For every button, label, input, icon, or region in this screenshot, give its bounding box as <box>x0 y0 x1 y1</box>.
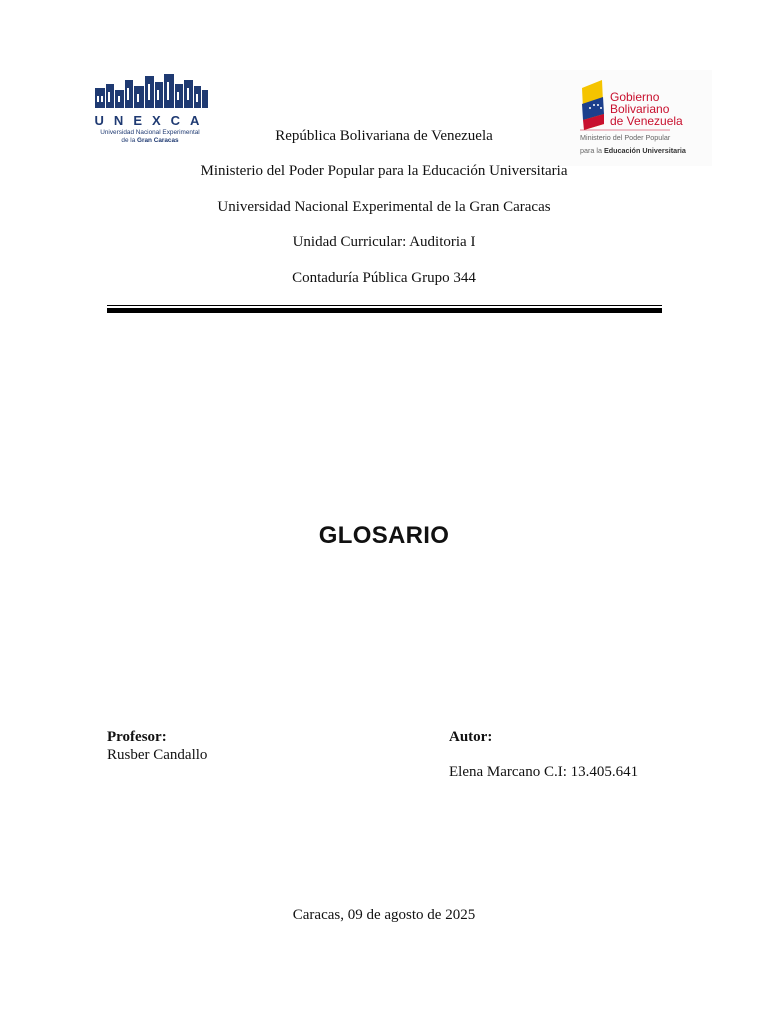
gobierno-line5-prefix: para la <box>580 146 604 155</box>
gobierno-line5-bold: Educación Universitaria <box>603 146 686 155</box>
document-title: GLOSARIO <box>318 522 450 549</box>
header-unidad-curricular: Unidad Curricular: Auditoria I <box>292 234 476 250</box>
header-rule-thin <box>107 305 662 306</box>
header-republica: República Bolivariana de Venezuela <box>275 128 493 144</box>
header-ministerio: Ministerio del Poder Popular para la Educación Universitaria <box>200 163 568 179</box>
header-universidad: Universidad Nacional Experimental de la Gran Caracas <box>217 199 551 215</box>
header-rule-thick <box>107 308 662 313</box>
unexca-caption-line2-bold: Gran Caracas <box>137 137 179 144</box>
autor-label: Autor: <box>449 729 493 745</box>
profesor-name: Rusber Candallo <box>107 747 208 763</box>
gobierno-line3: de Venezuela <box>610 114 683 128</box>
gobierno-logo <box>530 70 712 166</box>
unexca-caption-line1: Universidad Nacional Experimental <box>100 129 200 136</box>
autor-name: Elena Marcano C.I: 13.405.641 <box>449 764 639 780</box>
unexca-caption-line2-prefix: de la <box>121 137 138 144</box>
profesor-label: Profesor: <box>107 729 167 745</box>
gobierno-line4: Ministerio del Poder Popular <box>580 133 671 142</box>
footer-place-date: Caracas, 09 de agosto de 2025 <box>292 907 476 923</box>
svg-text:para la Educación Universitari <box>580 146 687 155</box>
unexca-wordmark: UNEXCA <box>94 113 210 128</box>
header-carrera-grupo: Contaduría Pública Grupo 344 <box>292 270 476 286</box>
gobierno-line2: Bolivariano <box>610 102 670 116</box>
gobierno-line1: Gobierno <box>610 90 660 104</box>
